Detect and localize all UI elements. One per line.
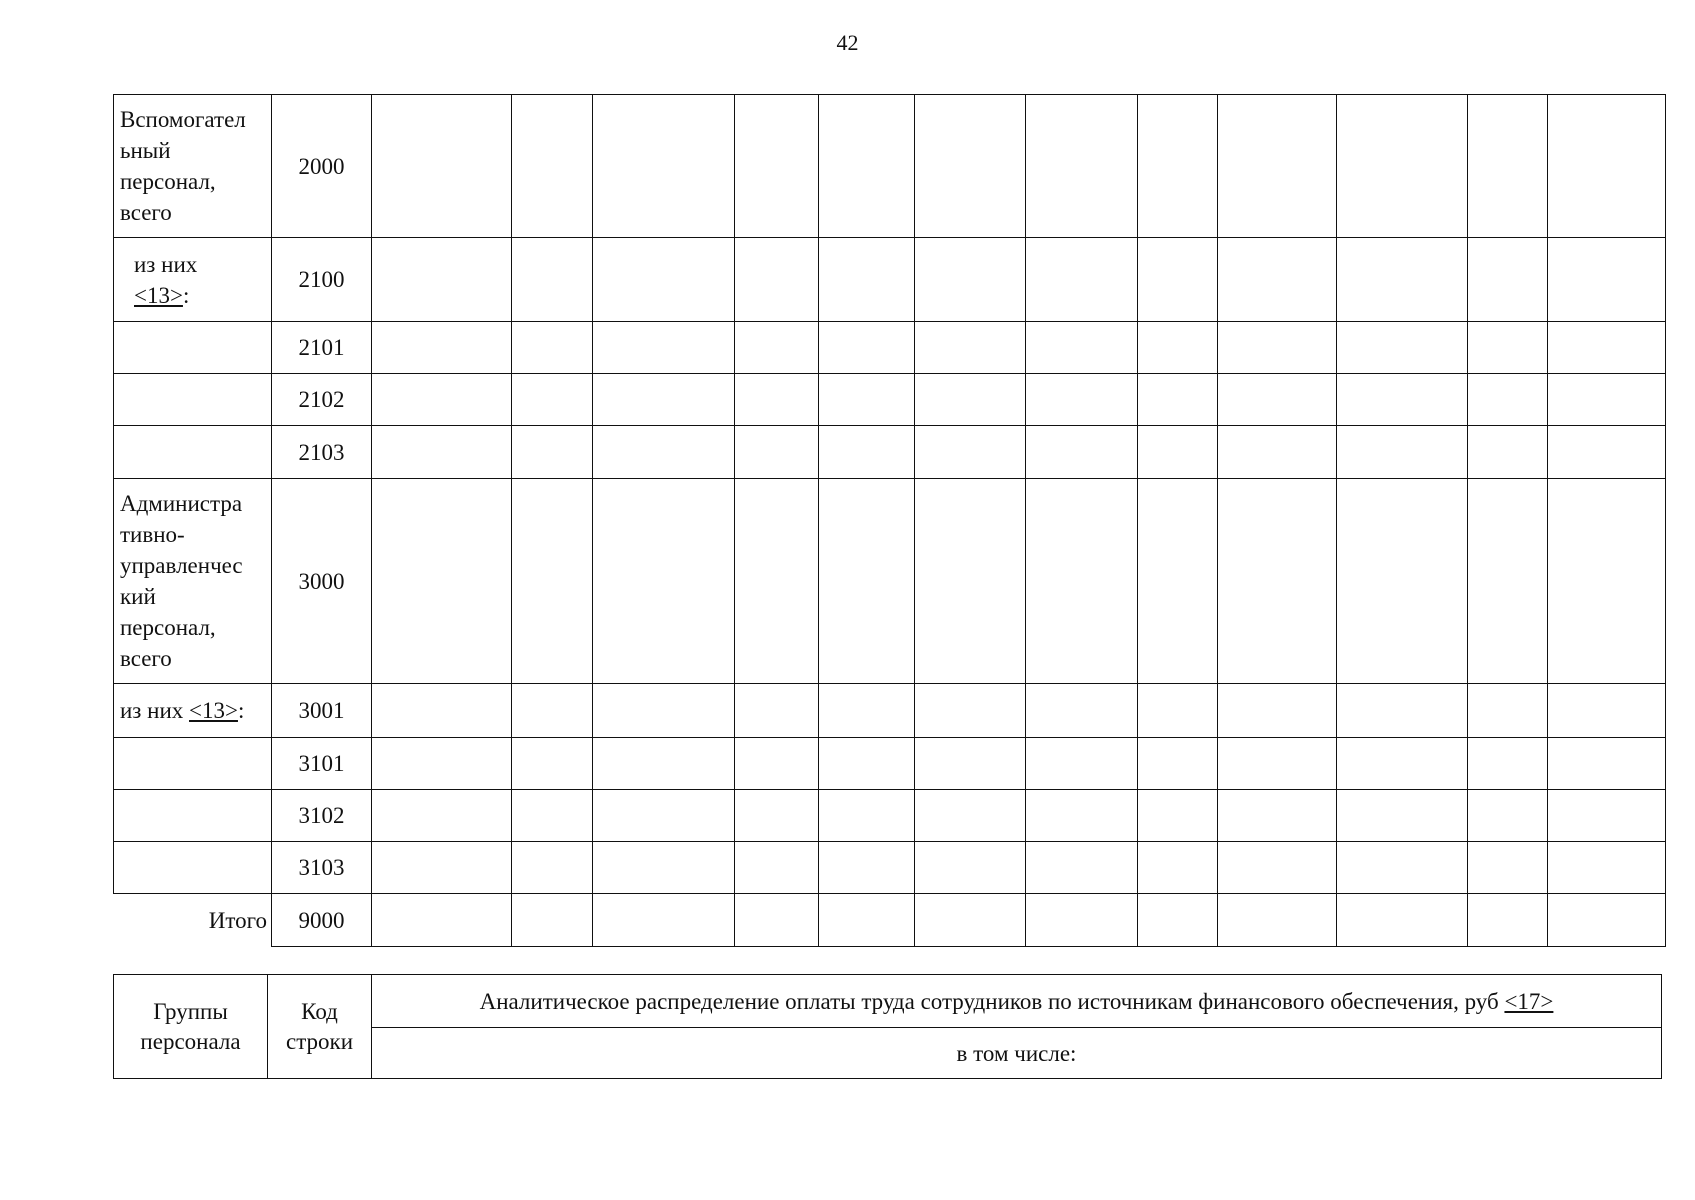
empty-cell[interactable] — [512, 426, 593, 479]
table-row — [114, 238, 1666, 322]
empty-cell[interactable] — [1026, 790, 1138, 842]
empty-cell[interactable] — [1468, 842, 1548, 894]
empty-cell[interactable] — [1337, 842, 1468, 894]
empty-cell[interactable] — [593, 322, 735, 374]
empty-cell[interactable] — [819, 894, 915, 947]
empty-cell[interactable] — [593, 894, 735, 947]
empty-cell[interactable] — [372, 738, 512, 790]
total-code: 9000 — [272, 894, 372, 947]
row-label[interactable] — [114, 322, 272, 374]
empty-cell[interactable] — [915, 322, 1026, 374]
empty-cell[interactable] — [1026, 238, 1138, 322]
empty-cell[interactable] — [1138, 426, 1218, 479]
empty-cell[interactable] — [915, 95, 1026, 238]
empty-cell[interactable] — [1337, 684, 1468, 738]
empty-cell[interactable] — [512, 95, 593, 238]
row-code: 3103 — [272, 842, 372, 894]
empty-cell[interactable] — [735, 322, 819, 374]
table-row — [114, 95, 1666, 238]
empty-cell[interactable] — [1468, 790, 1548, 842]
table-row — [114, 738, 1666, 790]
empty-cell[interactable] — [1548, 790, 1666, 842]
empty-cell[interactable] — [1337, 374, 1468, 426]
empty-cell[interactable] — [735, 684, 819, 738]
empty-cell[interactable] — [372, 684, 512, 738]
subheader-including: в том числе: — [372, 1028, 1662, 1079]
empty-cell[interactable] — [1548, 374, 1666, 426]
empty-cell[interactable] — [819, 322, 915, 374]
empty-cell[interactable] — [819, 790, 915, 842]
empty-cell[interactable] — [1218, 684, 1337, 738]
empty-cell[interactable] — [915, 479, 1026, 684]
row-code-header: Код строки — [268, 975, 372, 1079]
empty-cell[interactable] — [593, 426, 735, 479]
empty-cell[interactable] — [819, 95, 915, 238]
footnote-ref[interactable]: <13> — [189, 698, 238, 723]
empty-cell[interactable] — [819, 426, 915, 479]
empty-cell[interactable] — [735, 738, 819, 790]
footnote-ref[interactable]: <13> — [134, 282, 183, 308]
empty-cell[interactable] — [1138, 738, 1218, 790]
empty-cell[interactable] — [735, 95, 819, 238]
empty-cell[interactable] — [1026, 322, 1138, 374]
empty-cell[interactable] — [1548, 684, 1666, 738]
row-label[interactable] — [114, 842, 272, 894]
row-label: Администра тивно- управленчес кий персонал, всего — [114, 479, 272, 684]
empty-cell[interactable] — [819, 238, 915, 322]
row-label: Вспомогател ьный персонал, всего — [114, 95, 272, 238]
empty-cell[interactable] — [915, 684, 1026, 738]
empty-cell[interactable] — [915, 238, 1026, 322]
empty-cell[interactable] — [1337, 322, 1468, 374]
row-code: 3102 — [272, 790, 372, 842]
empty-cell[interactable] — [1026, 426, 1138, 479]
empty-cell[interactable] — [593, 479, 735, 684]
page-number: 42 — [836, 30, 859, 55]
empty-cell[interactable] — [1218, 738, 1337, 790]
row-label[interactable] — [114, 790, 272, 842]
empty-cell[interactable] — [372, 842, 512, 894]
empty-cell[interactable] — [593, 790, 735, 842]
empty-cell[interactable] — [1026, 374, 1138, 426]
empty-cell[interactable] — [1468, 238, 1548, 322]
empty-cell[interactable] — [512, 479, 593, 684]
empty-cell[interactable] — [819, 842, 915, 894]
empty-cell[interactable] — [1468, 95, 1548, 238]
empty-cell[interactable] — [735, 426, 819, 479]
empty-cell[interactable] — [1468, 322, 1548, 374]
empty-cell[interactable] — [735, 790, 819, 842]
table-row — [114, 842, 1666, 894]
empty-cell[interactable] — [512, 684, 593, 738]
row-label[interactable] — [114, 426, 272, 479]
empty-cell[interactable] — [1218, 479, 1337, 684]
empty-cell[interactable] — [1138, 684, 1218, 738]
row-label[interactable] — [114, 738, 272, 790]
row-label: из них <13>: — [114, 684, 272, 738]
empty-cell[interactable] — [1468, 738, 1548, 790]
empty-cell[interactable] — [1138, 894, 1218, 947]
row-code: 2100 — [272, 238, 372, 322]
empty-cell[interactable] — [1138, 374, 1218, 426]
empty-cell[interactable] — [1218, 842, 1337, 894]
empty-cell[interactable] — [1218, 894, 1337, 947]
table-row — [114, 374, 1666, 426]
empty-cell[interactable] — [819, 479, 915, 684]
row-code: 2000 — [272, 95, 372, 238]
row-code: 2101 — [272, 322, 372, 374]
empty-cell[interactable] — [915, 894, 1026, 947]
row-code: 3001 — [272, 684, 372, 738]
empty-cell[interactable] — [372, 790, 512, 842]
row-code: 3101 — [272, 738, 372, 790]
table-row — [114, 790, 1666, 842]
empty-cell[interactable] — [1026, 842, 1138, 894]
empty-cell[interactable] — [1548, 426, 1666, 479]
empty-cell[interactable] — [1468, 894, 1548, 947]
empty-cell[interactable] — [1218, 95, 1337, 238]
empty-cell[interactable] — [915, 842, 1026, 894]
total-row — [114, 894, 1666, 947]
row-label: из них <13>: — [114, 238, 272, 322]
row-code: 2103 — [272, 426, 372, 479]
empty-cell[interactable] — [1548, 238, 1666, 322]
empty-cell[interactable] — [512, 374, 593, 426]
empty-cell[interactable] — [512, 322, 593, 374]
staff-group-header: Группы персонала — [114, 975, 268, 1079]
empty-cell[interactable] — [819, 374, 915, 426]
empty-cell[interactable] — [1138, 322, 1218, 374]
empty-cell[interactable] — [372, 426, 512, 479]
empty-cell[interactable] — [1138, 790, 1218, 842]
footnote-ref[interactable]: <17> — [1504, 988, 1554, 1014]
empty-cell[interactable] — [593, 238, 735, 322]
empty-cell[interactable] — [1548, 842, 1666, 894]
empty-cell[interactable] — [1138, 479, 1218, 684]
empty-cell[interactable] — [1548, 738, 1666, 790]
row-code: 2102 — [272, 374, 372, 426]
empty-cell[interactable] — [819, 738, 915, 790]
empty-cell[interactable] — [1337, 479, 1468, 684]
empty-cell[interactable] — [512, 894, 593, 947]
table-row — [114, 684, 1666, 738]
empty-cell[interactable] — [372, 894, 512, 947]
row-code: 3000 — [272, 479, 372, 684]
empty-cell[interactable] — [1138, 842, 1218, 894]
staff-salary-table — [113, 94, 1666, 947]
empty-cell[interactable] — [915, 738, 1026, 790]
empty-cell[interactable] — [1218, 374, 1337, 426]
empty-cell[interactable] — [1218, 426, 1337, 479]
empty-cell[interactable] — [372, 238, 512, 322]
empty-cell[interactable] — [1468, 684, 1548, 738]
empty-cell[interactable] — [735, 842, 819, 894]
empty-cell[interactable] — [1218, 322, 1337, 374]
empty-cell[interactable] — [1468, 426, 1548, 479]
empty-cell[interactable] — [915, 374, 1026, 426]
empty-cell[interactable] — [593, 684, 735, 738]
empty-cell[interactable] — [1218, 790, 1337, 842]
empty-cell[interactable] — [1337, 95, 1468, 238]
empty-cell[interactable] — [593, 738, 735, 790]
empty-cell[interactable] — [1026, 479, 1138, 684]
empty-cell[interactable] — [512, 842, 593, 894]
empty-cell[interactable] — [735, 238, 819, 322]
table-row — [114, 479, 1666, 684]
empty-cell[interactable] — [735, 894, 819, 947]
row-label[interactable] — [114, 374, 272, 426]
empty-cell[interactable] — [1337, 738, 1468, 790]
table-row — [114, 426, 1666, 479]
empty-cell[interactable] — [819, 684, 915, 738]
empty-cell[interactable] — [372, 95, 512, 238]
empty-cell[interactable] — [1468, 479, 1548, 684]
empty-cell[interactable] — [1026, 95, 1138, 238]
distribution-title: Аналитическое распределение оплаты труда сотрудников по источникам финансового обеспечения, руб <17> — [372, 975, 1662, 1028]
empty-cell[interactable] — [1468, 374, 1548, 426]
empty-cell[interactable] — [1548, 95, 1666, 238]
empty-cell[interactable] — [593, 95, 735, 238]
empty-cell[interactable] — [1337, 426, 1468, 479]
empty-cell[interactable] — [735, 374, 819, 426]
empty-cell[interactable] — [1138, 238, 1218, 322]
empty-cell[interactable] — [372, 322, 512, 374]
empty-cell[interactable] — [1548, 479, 1666, 684]
empty-cell[interactable] — [593, 842, 735, 894]
empty-cell[interactable] — [372, 479, 512, 684]
empty-cell[interactable] — [512, 790, 593, 842]
empty-cell[interactable] — [1337, 894, 1468, 947]
empty-cell[interactable] — [1337, 790, 1468, 842]
empty-cell[interactable] — [1026, 894, 1138, 947]
empty-cell[interactable] — [593, 374, 735, 426]
empty-cell[interactable] — [512, 738, 593, 790]
total-label: Итого — [114, 894, 272, 947]
empty-cell[interactable] — [1218, 238, 1337, 322]
empty-cell[interactable] — [1548, 322, 1666, 374]
empty-cell[interactable] — [512, 238, 593, 322]
salary-distribution-header-table — [113, 974, 1662, 1079]
empty-cell[interactable] — [372, 374, 512, 426]
empty-cell[interactable] — [915, 790, 1026, 842]
empty-cell[interactable] — [1026, 684, 1138, 738]
empty-cell[interactable] — [915, 426, 1026, 479]
empty-cell[interactable] — [1026, 738, 1138, 790]
empty-cell[interactable] — [1138, 95, 1218, 238]
empty-cell[interactable] — [1548, 894, 1666, 947]
empty-cell[interactable] — [1337, 238, 1468, 322]
table-row — [114, 322, 1666, 374]
empty-cell[interactable] — [735, 479, 819, 684]
